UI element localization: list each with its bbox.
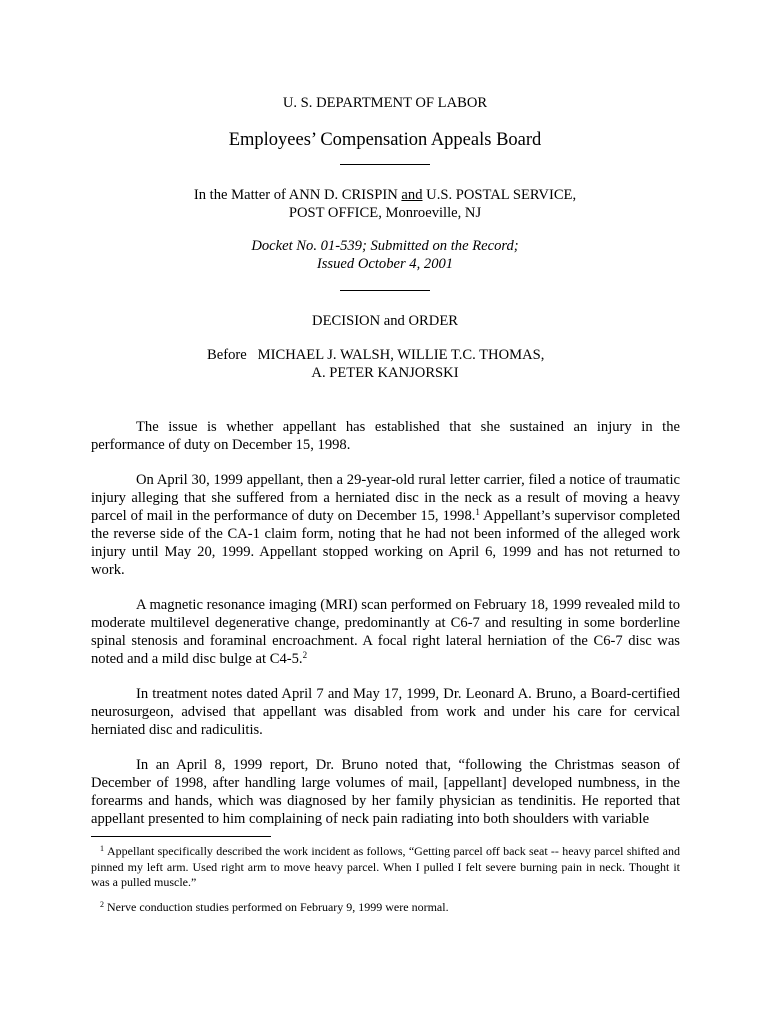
- footnote-ref-2[interactable]: 2: [302, 650, 308, 660]
- board-title: Employees’ Compensation Appeals Board: [228, 130, 542, 150]
- docket-line2: Issued October 4, 2001: [316, 256, 454, 272]
- decision-title: DECISION and ORDER: [312, 313, 458, 329]
- footnote-1: [91, 844, 680, 891]
- docket-line1: Docket No. 01-539; Submitted on the Record;: [251, 238, 519, 254]
- divider: [340, 290, 430, 291]
- footnote-2: [91, 900, 680, 916]
- footnote-divider: [91, 836, 271, 837]
- paragraph-text: On April 30, 1999 appellant, then a 29-year-old rural letter carrier, filed a notice of traumatic injury alleging that she suffered from a herniated disc in the neck as a result of moving a heavy parcel of mail in the performance of duty on December 15, 1998.: [91, 472, 680, 524]
- footnotes: [91, 844, 680, 924]
- case-caption-line1: [0, 186, 770, 204]
- footnote-mark-2: 2: [100, 899, 104, 909]
- footnote-mark-1: 1: [100, 844, 104, 853]
- paragraph-treatment-notes: In treatment notes dated April 7 and May 17, 1999, Dr. Leonard A. Bruno, a Board-certified neurosurgeon, advised that appellant was disabled from work and under his care for cervical herniated disc and radiculitis.: [91, 686, 680, 738]
- divider: [340, 164, 430, 165]
- footnote-ref-1[interactable]: 1: [475, 507, 480, 517]
- paragraph-text: A magnetic resonance imaging (MRI) scan performed on February 18, 1999 revealed mild to moderate multilevel degenerative change, predominantly at C6-7 and resulting in some borderline spinal stenosis and foraminal encroachment. A focal right lateral herniation of the C6-7 disc was noted and a mild disc bulge at C4-5.: [91, 597, 680, 667]
- before-line1: Before MICHAEL J. WALSH, WILLIE T.C. THOMAS,: [207, 347, 545, 363]
- paragraph-mri: [91, 596, 680, 668]
- caption-prefix: In the Matter of ANN D. CRISPIN: [193, 187, 402, 203]
- caption-suffix: U.S. POSTAL SERVICE,: [422, 187, 577, 203]
- footnote-text-2: Nerve conduction studies performed on February 9, 1999 were normal.: [107, 899, 449, 914]
- paragraph-report: In an April 8, 1999 report, Dr. Bruno noted that, “following the Christmas season of December of 1998, after handling large volumes of mail, [appellant] developed numbness, in the forearms and hands, which was diagnosed by her family physician as tendinitis. He reported that appellant presented to him complaining of neck pain radiating into both shoulders with variable: [91, 757, 680, 827]
- before-line2: A. PETER KANJORSKI: [311, 365, 459, 381]
- caption-and: and: [401, 187, 423, 203]
- paragraph-background: [91, 471, 680, 579]
- case-caption-line2: POST OFFICE, Monroeville, NJ: [288, 205, 482, 221]
- paragraph-text: Appellant’s supervisor completed the reverse side of the CA-1 claim form, noting that he had not been informed of the alleged work injury until May 20, 1999. Appellant stopped working on April 6, 1999 and has not returned to work.: [91, 508, 680, 578]
- decision-body: [91, 418, 680, 845]
- footnote-text-1: Appellant specifically described the work incident as follows, “Getting parcel off back seat -- heavy parcel shifted and pinned my left arm. Used right arm to move heavy parcel. When I pulled I felt severe burning pain in neck. Thought it was a pulled muscle.”: [91, 844, 680, 889]
- department-heading: U. S. DEPARTMENT OF LABOR: [282, 95, 488, 111]
- paragraph-issue: The issue is whether appellant has established that she sustained an injury in the performance of duty on December 15, 1998.: [91, 419, 680, 453]
